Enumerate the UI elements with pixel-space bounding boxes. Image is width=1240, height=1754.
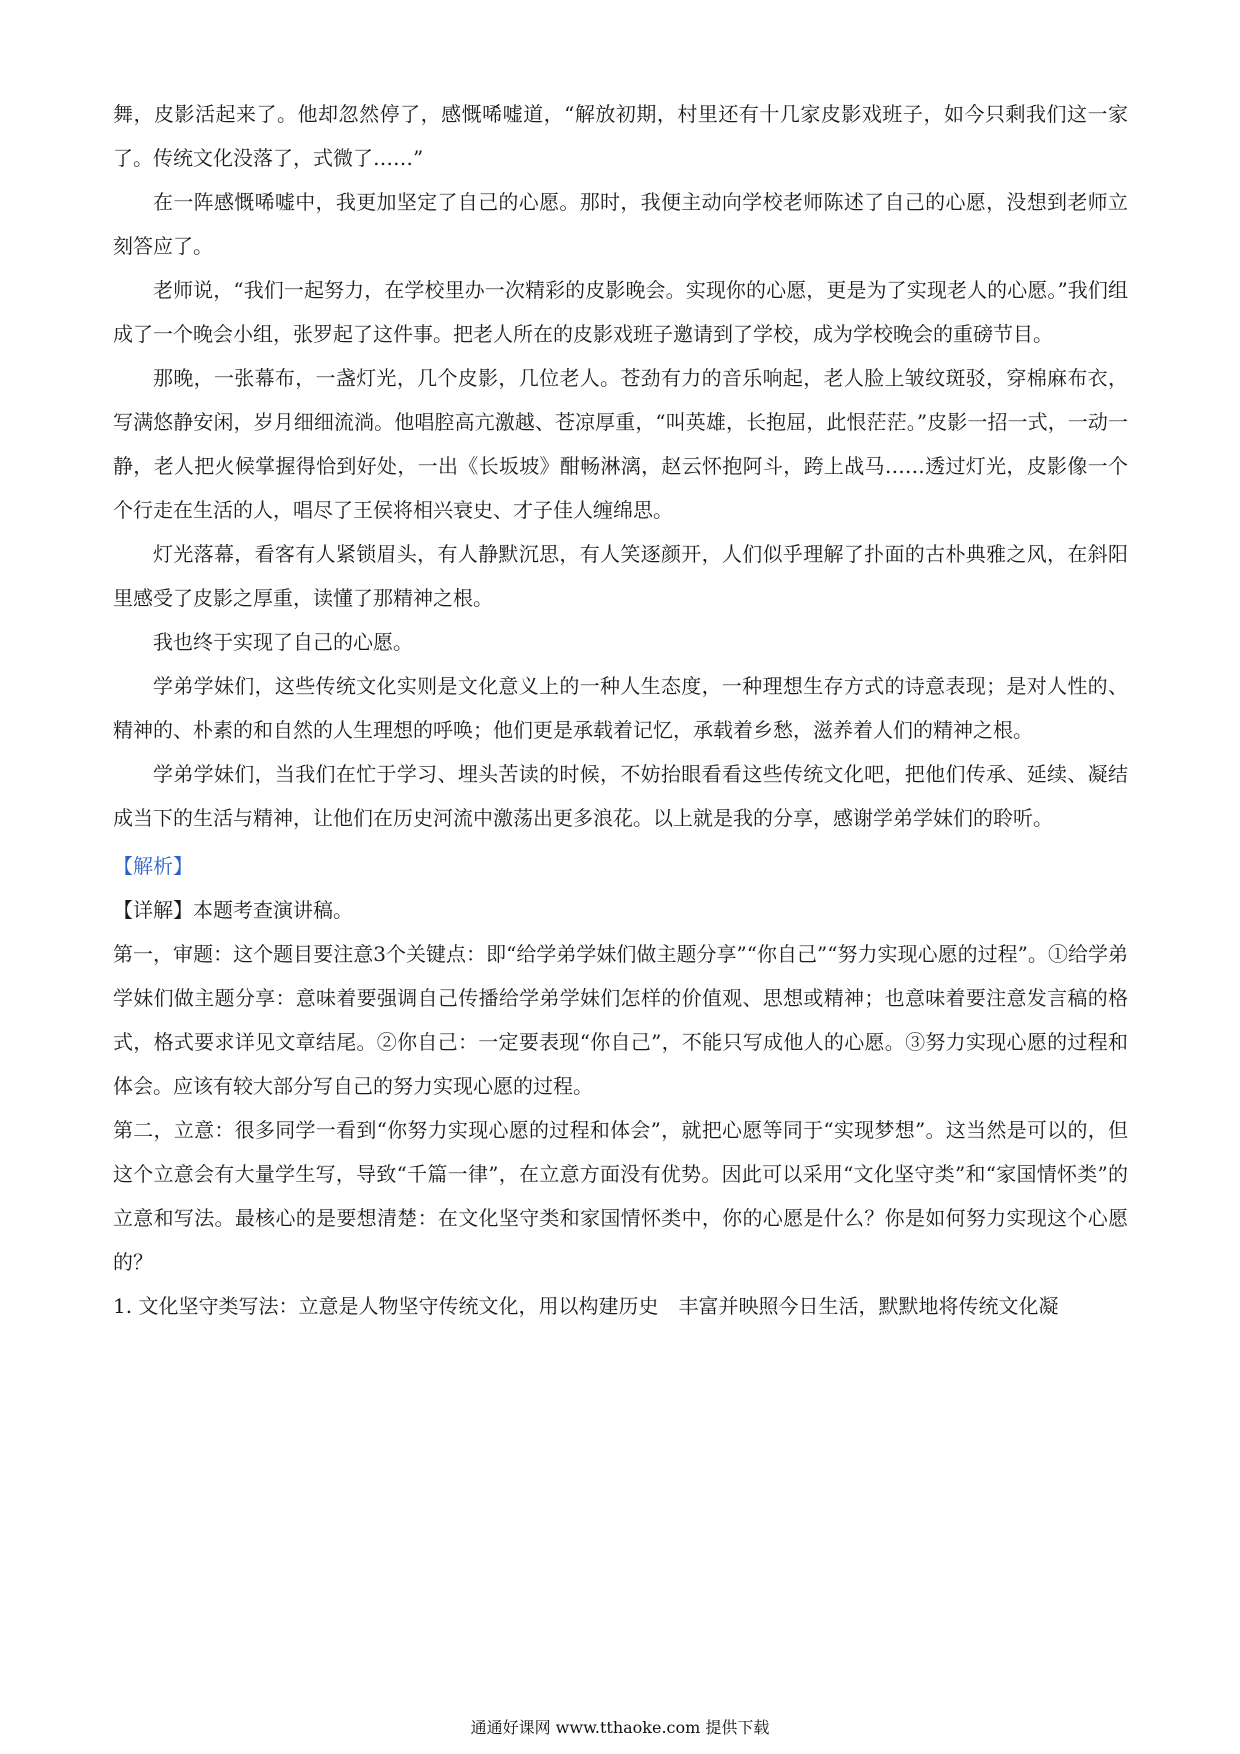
essay-paragraph: 在一阵感慨唏嘘中，我更加坚定了自己的心愿。那时，我便主动向学校老师陈述了自己的心愿，没想到老师立刻答应了。 [113,190,1128,258]
analysis-paragraph: 1. 文化坚守类写法：立意是人物坚守传统文化，用以构建历史 丰富并映照今日生活，默默地将传统文化凝 [113,1294,1059,1318]
document-body [113,92,1128,1328]
essay-paragraph: 那晚，一张幕布，一盏灯光，几个皮影，几位老人。苍劲有力的音乐响起，老人脸上皱纹斑驳，穿棉麻布衣，写满悠静安闲，岁月细细流淌。他唱腔高亢激越、苍凉厚重，“叫英雄，长抱屈，此恨茫茫。”皮影一招一式，一动一静，老人把火候掌握得恰到好处，一出《长坂坡》酣畅淋漓，赵云怀抱阿斗，跨上战马……透过灯光，皮影像一个个行走在生活的人，唱尽了王侯将相兴衰史、才子佳人缠绵思。 [113,366,1128,522]
essay-paragraph: 老师说，“我们一起努力，在学校里办一次精彩的皮影晚会。实现你的心愿，更是为了实现老人的心愿。”我们组成了一个晚会小组，张罗起了这件事。把老人所在的皮影戏班子邀请到了学校，成为学校晚会的重磅节目。 [113,278,1128,346]
analysis-detail-label: 【详解】本题考查演讲稿。 [113,898,353,922]
essay-paragraph: 学弟学妹们，当我们在忙于学习、埋头苦读的时候，不妨抬眼看看这些传统文化吧，把他们传承、延续、凝结成当下的生活与精神，让他们在历史河流中激荡出更多浪花。以上就是我的分享，感谢学弟学妹们的聆听。 [113,762,1128,830]
page-footer: 通通好课网 www.tthaoke.com 提供下载 [470,1718,770,1737]
analysis-paragraph: 第二，立意：很多同学一看到“你努力实现心愿的过程和体会”，就把心愿等同于“实现梦想”。这当然是可以的，但这个立意会有大量学生写，导致“千篇一律”，在立意方面没有优势。因此可以采用“文化坚守类”和“家国情怀类”的立意和写法。最核心的是要想清楚：在文化坚守类和家国情怀类中，你的心愿是什么？你是如何努力实现这个心愿的？ [113,1118,1128,1274]
essay-paragraph: 灯光落幕，看客有人紧锁眉头，有人静默沉思，有人笑逐颜开，人们似乎理解了扑面的古朴典雅之风，在斜阳里感受了皮影之厚重，读懂了那精神之根。 [113,542,1128,610]
essay-paragraph: 我也终于实现了自己的心愿。 [153,630,413,654]
essay-paragraph: 舞，皮影活起来了。他却忽然停了，感慨唏嘘道，“解放初期，村里还有十几家皮影戏班子，如今只剩我们这一家了。传统文化没落了，式微了……” [113,102,1128,170]
analysis-paragraph: 第一，审题：这个题目要注意3个关键点：即“给学弟学妹们做主题分享”“你自己”“努力实现心愿的过程”。①给学弟学妹们做主题分享：意味着要强调自己传播给学弟学妹们怎样的价值观、思想或精神；也意味着要注意发言稿的格式，格式要求详见文章结尾。②你自己：一定要表现“你自己”，不能只写成他人的心愿。③努力实现心愿的过程和体会。应该有较大部分写自己的努力实现心愿的过程。 [113,942,1128,1098]
essay-paragraph: 学弟学妹们，这些传统文化实则是文化意义上的一种人生态度，一种理想生存方式的诗意表现；是对人性的、精神的、朴素的和自然的人生理想的呼唤；他们更是承载着记忆，承载着乡愁，滋养着人们的精神之根。 [113,674,1128,742]
analysis-heading: 【解析】 [113,854,193,878]
